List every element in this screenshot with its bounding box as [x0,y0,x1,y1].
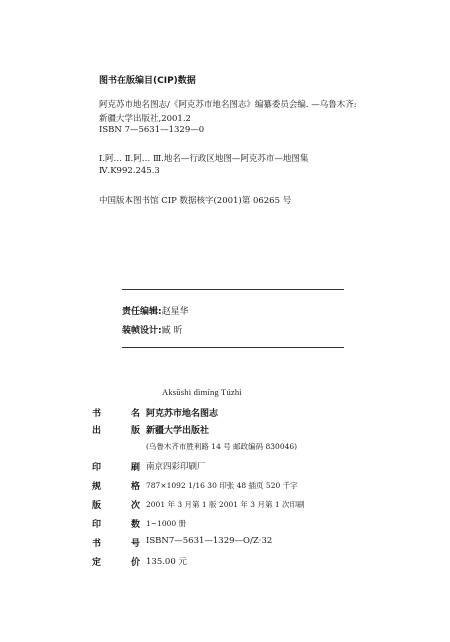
imprint-value-format: 787×1092 1/16 30 印张 48 插页 520 千字 [146,481,298,490]
pinyin-title: Aksūshi dìmíng Túzhì [162,387,242,397]
cip-line-6: 中国版本图书馆 CIP 数据核字(2001)第 06265 号 [99,196,292,206]
imprint-label-publisher: 出 版 [92,426,140,436]
imprint-value-isbn: ISBN7—5631—1329—O/Z·32 [146,536,273,546]
editor-label: 责任编辑: [122,307,162,317]
cip-line-2: 新疆大学出版社,2001.2 [99,114,191,124]
imprint-value-print-run: 1~1000 册 [146,519,187,528]
editor-credit [122,304,189,317]
imprint-value-address: (乌鲁木齐市胜利路 14 号 邮政编码 830046) [146,442,298,451]
imprint-label-title: 书 名 [92,409,140,419]
imprint-label-isbn: 书 号 [92,539,140,549]
imprint-label-edition: 版 次 [92,501,140,511]
imprint-value-printer: 南京四彩印刷厂 [146,462,206,472]
imprint-label-price: 定 价 [92,558,140,568]
imprint-value-edition: 2001 年 3 月第 1 版 2001 年 3 月第 1 次印刷 [146,500,305,509]
editor-name: 赵星华 [161,307,189,317]
cip-line-4: Ⅰ.阿… Ⅱ.阿… Ⅲ.地名—行政区地图—阿克苏市—地图集 [99,154,309,164]
cip-line-1: 阿克苏市地名图志/《阿克苏市地名图志》编纂委员会编. —乌鲁木齐: [99,100,357,110]
imprint-value-title: 阿克苏市地名图志 [146,409,219,419]
imprint-label-printer: 印 刷 [92,463,140,473]
imprint-value-price: 135.00 元 [146,557,187,567]
imprint-label-print-run: 印 数 [92,520,140,530]
designer-label: 装帧设计: [122,326,162,336]
divider-top [122,289,344,290]
designer-name: 臧 昕 [161,326,183,336]
imprint-label-format: 规 格 [92,482,140,492]
cip-title: 图书在版编目(CIP)数据 [99,76,196,86]
cip-line-5: Ⅳ.K992.245.3 [99,166,160,176]
designer-credit [122,323,182,336]
divider-bottom [122,347,344,348]
cip-line-3: ISBN 7—5631—1329—0 [99,125,205,135]
imprint-value-publisher: 新疆大学出版社 [146,426,210,436]
